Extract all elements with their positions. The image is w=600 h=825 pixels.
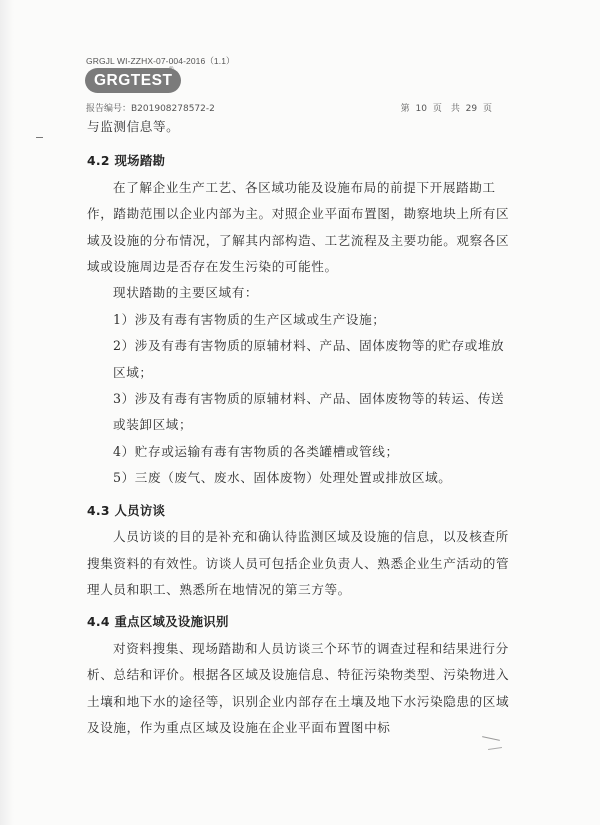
section-4-3-paragraph-1: 人员访谈的目的是补充和确认待监测区域及设施的信息，以及核查所搜集资料的有效性。访谈人员可包括企业负责人、熟悉企业生产活动的管理人员和职工、熟悉所在地情况的第三方等。 (87, 529, 510, 597)
section-4-2-paragraph-1: 在了解企业生产工艺、各区域功能及设施布局的前提下开展踏勘工作，踏勘范围以企业内部为主。对照企业平面布置图，勘察地块上所有区域及设施的分布情况，了解其内部构造、工艺流程及主要功能。观察各区域或设施周边是否存在发生污染的可能性。 (87, 179, 510, 275)
registered-mark-icon: ® (169, 67, 174, 73)
list-item: 3）涉及有毒有害物质的原辅材料、产品、固体废物等的转运、传送或装卸区域； (113, 391, 505, 433)
scan-mark (36, 137, 43, 138)
intro-text: 与监测信息等。 (87, 119, 180, 134)
list-item: 2）涉及有毒有害物质的原辅材料、产品、固体废物等的贮存或堆放区域； (113, 338, 505, 380)
section-4-2-paragraph-2: 现状踏勘的主要区域有： (113, 285, 259, 301)
section-4-4-paragraph-1: 对资料搜集、现场踏勘和人员访谈三个环节的调查过程和结果进行分析、总结和评价。根据各区域及设施信息、特征污染物类型、污染物进入土壤和地下水的途径等，识别企业内部存在土壤及地下水污染隐患的区域及设施，作为重点区域及设施在企业平面布置图中标 (87, 640, 510, 735)
list-item: 5）三废（废气、废水、固体废物）处理处置或排放区域。 (113, 470, 452, 486)
list-item: 4）贮存或运输有毒有害物质的各类罐槽或管线； (113, 443, 399, 459)
page-content (87, 114, 512, 741)
section-heading-4-2: 4.2 现场踏勘 (87, 153, 166, 169)
list-item: 1）涉及有毒有害物质的生产区域或生产设施； (113, 311, 386, 327)
section-heading-4-4: 4.4 重点区域及设施识别 (87, 614, 229, 630)
section-heading-4-3: 4.3 人员访谈 (87, 502, 166, 518)
company-logo: GRGTEST (85, 68, 181, 93)
scan-edge-shadow (0, 0, 14, 825)
page-number: 第 10 页 共 29 页 (400, 104, 492, 114)
scan-mark (488, 747, 502, 750)
report-number: 报告编号：B201908278572-2 (86, 104, 215, 114)
document-code: GRGJL WI-ZZHX-07-004-2016（1.1） (86, 56, 235, 66)
